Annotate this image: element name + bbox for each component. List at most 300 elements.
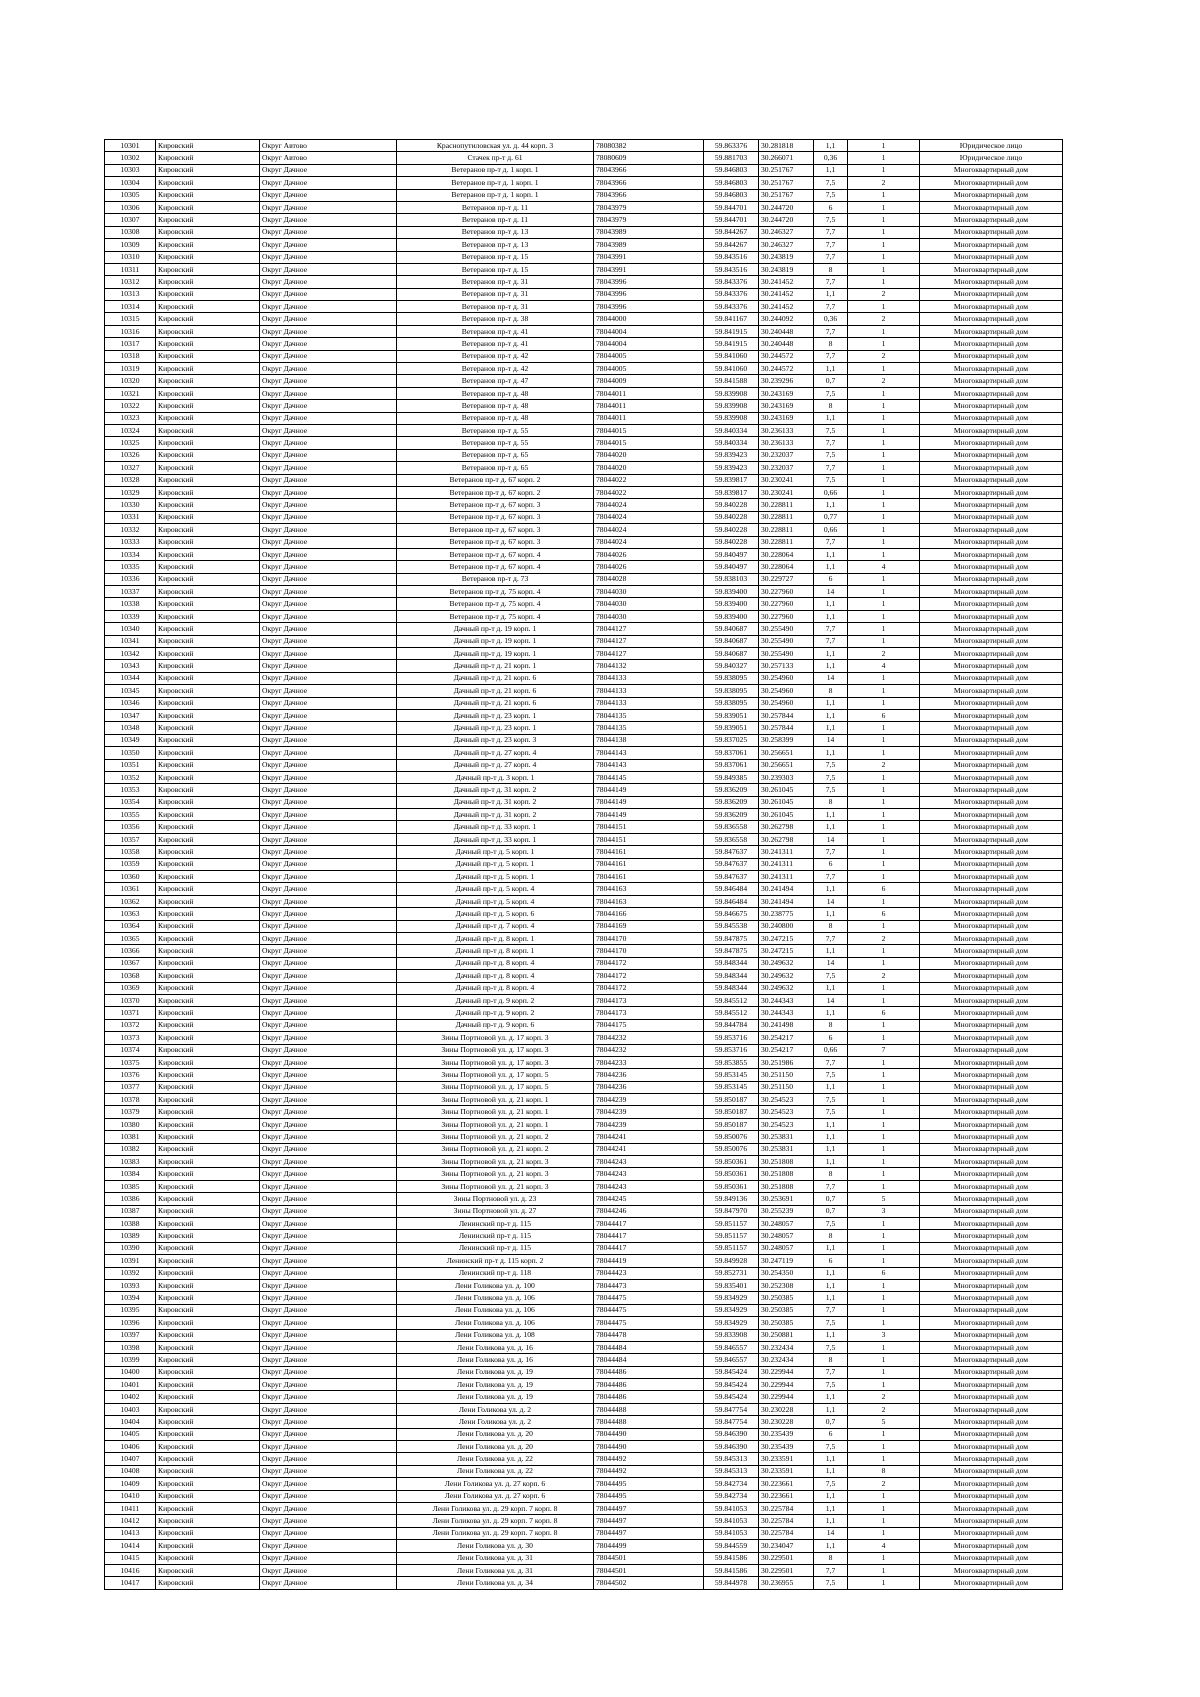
cell-latitude: 59.853145 xyxy=(704,1069,759,1081)
cell-longitude: 30.258399 xyxy=(759,734,814,746)
cell-row-id: 10393 xyxy=(105,1279,156,1291)
cell-latitude: 59.837061 xyxy=(704,759,759,771)
cell-building-code: 78044161 xyxy=(594,858,704,870)
cell-address: Лени Голикова ул. д. 16 xyxy=(397,1354,594,1366)
cell-count: 1 xyxy=(848,771,920,783)
table-row xyxy=(105,1379,1063,1391)
cell-municipal-okrug: Округ Дачное xyxy=(260,883,397,895)
cell-district: Кировский xyxy=(156,1131,260,1143)
table-row xyxy=(105,1279,1063,1291)
cell-district: Кировский xyxy=(156,1540,260,1552)
cell-object-type: Многоквартирный дом xyxy=(920,1317,1063,1329)
cell-latitude: 59.840228 xyxy=(704,524,759,536)
table-row xyxy=(105,536,1063,548)
cell-municipal-okrug: Округ Дачное xyxy=(260,511,397,523)
cell-count: 1 xyxy=(848,895,920,907)
cell-value: 1,1 xyxy=(814,1515,848,1527)
table-row xyxy=(105,387,1063,399)
cell-row-id: 10379 xyxy=(105,1106,156,1118)
cell-address: Зины Портновой ул. д. 17 корп. 5 xyxy=(397,1081,594,1093)
cell-latitude: 59.839400 xyxy=(704,586,759,598)
cell-count: 1 xyxy=(848,201,920,213)
cell-municipal-okrug: Округ Дачное xyxy=(260,945,397,957)
cell-latitude: 59.844559 xyxy=(704,1540,759,1552)
cell-municipal-okrug: Округ Дачное xyxy=(260,474,397,486)
cell-value: 7,5 xyxy=(814,474,848,486)
cell-row-id: 10341 xyxy=(105,635,156,647)
cell-object-type: Многоквартирный дом xyxy=(920,1441,1063,1453)
cell-municipal-okrug: Округ Дачное xyxy=(260,226,397,238)
cell-longitude: 30.232037 xyxy=(759,462,814,474)
cell-municipal-okrug: Округ Дачное xyxy=(260,734,397,746)
cell-district: Кировский xyxy=(156,363,260,375)
table-row xyxy=(105,784,1063,796)
cell-latitude: 59.838095 xyxy=(704,697,759,709)
cell-district: Кировский xyxy=(156,1156,260,1168)
cell-value: 1,1 xyxy=(814,610,848,622)
cell-building-code: 78044169 xyxy=(594,920,704,932)
cell-value: 7,7 xyxy=(814,251,848,263)
cell-value: 7,5 xyxy=(814,177,848,189)
cell-row-id: 10311 xyxy=(105,263,156,275)
cell-address: Ленинский пр-т д. 115 xyxy=(397,1217,594,1229)
cell-row-id: 10349 xyxy=(105,734,156,746)
cell-value: 1,1 xyxy=(814,660,848,672)
table-row xyxy=(105,685,1063,697)
cell-building-code: 78044024 xyxy=(594,499,704,511)
cell-municipal-okrug: Округ Дачное xyxy=(260,1490,397,1502)
cell-address: Ветеранов пр-т д. 55 xyxy=(397,424,594,436)
cell-district: Кировский xyxy=(156,672,260,684)
cell-address: Зины Портновой ул. д. 17 корп. 3 xyxy=(397,1056,594,1068)
cell-latitude: 59.840334 xyxy=(704,437,759,449)
cell-address: Дачный пр-т д. 33 корп. 1 xyxy=(397,833,594,845)
table-row xyxy=(105,821,1063,833)
cell-longitude: 30.228811 xyxy=(759,524,814,536)
table-row xyxy=(105,1242,1063,1254)
cell-address: Ветеранов пр-т д. 42 xyxy=(397,363,594,375)
cell-municipal-okrug: Округ Дачное xyxy=(260,796,397,808)
cell-address: Лени Голикова ул. д. 31 xyxy=(397,1564,594,1576)
cell-longitude: 30.228064 xyxy=(759,548,814,560)
cell-object-type: Многоквартирный дом xyxy=(920,177,1063,189)
cell-address: Зины Портновой ул. д. 21 корп. 3 xyxy=(397,1180,594,1192)
table-row xyxy=(105,648,1063,660)
cell-count: 1 xyxy=(848,511,920,523)
cell-object-type: Многоквартирный дом xyxy=(920,1366,1063,1378)
cell-municipal-okrug: Округ Автово xyxy=(260,140,397,152)
cell-latitude: 59.844784 xyxy=(704,1019,759,1031)
cell-value: 7,7 xyxy=(814,301,848,313)
cell-latitude: 59.843516 xyxy=(704,263,759,275)
cell-object-type: Многоквартирный дом xyxy=(920,1403,1063,1415)
cell-longitude: 30.254960 xyxy=(759,685,814,697)
cell-municipal-okrug: Округ Дачное xyxy=(260,1156,397,1168)
cell-count: 1 xyxy=(848,363,920,375)
cell-municipal-okrug: Округ Дачное xyxy=(260,1094,397,1106)
cell-object-type: Многоквартирный дом xyxy=(920,1019,1063,1031)
cell-row-id: 10343 xyxy=(105,660,156,672)
cell-address: Зины Портновой ул. д. 21 корп. 3 xyxy=(397,1168,594,1180)
cell-object-type: Многоквартирный дом xyxy=(920,301,1063,313)
table-row xyxy=(105,1156,1063,1168)
table-row xyxy=(105,524,1063,536)
cell-longitude: 30.243819 xyxy=(759,263,814,275)
cell-value: 1,1 xyxy=(814,1403,848,1415)
cell-longitude: 30.254523 xyxy=(759,1106,814,1118)
cell-row-id: 10406 xyxy=(105,1441,156,1453)
cell-longitude: 30.251986 xyxy=(759,1056,814,1068)
cell-latitude: 59.838095 xyxy=(704,685,759,697)
cell-municipal-okrug: Округ Дачное xyxy=(260,1416,397,1428)
cell-value: 8 xyxy=(814,796,848,808)
table-row xyxy=(105,548,1063,560)
cell-value: 7,7 xyxy=(814,635,848,647)
cell-municipal-okrug: Округ Дачное xyxy=(260,648,397,660)
cell-row-id: 10338 xyxy=(105,598,156,610)
cell-district: Кировский xyxy=(156,201,260,213)
cell-count: 5 xyxy=(848,1193,920,1205)
cell-count: 1 xyxy=(848,747,920,759)
cell-district: Кировский xyxy=(156,263,260,275)
cell-address: Дачный пр-т д. 3 корп. 1 xyxy=(397,771,594,783)
cell-count: 2 xyxy=(848,350,920,362)
cell-row-id: 10329 xyxy=(105,486,156,498)
cell-building-code: 78044127 xyxy=(594,648,704,660)
table-row xyxy=(105,573,1063,585)
table-row xyxy=(105,1453,1063,1465)
table-row xyxy=(105,846,1063,858)
cell-count: 1 xyxy=(848,1279,920,1291)
cell-object-type: Многоквартирный дом xyxy=(920,1205,1063,1217)
cell-count: 1 xyxy=(848,635,920,647)
cell-municipal-okrug: Округ Дачное xyxy=(260,1267,397,1279)
cell-value: 7,7 xyxy=(814,1304,848,1316)
cell-latitude: 59.846803 xyxy=(704,189,759,201)
cell-count: 1 xyxy=(848,858,920,870)
cell-value: 1,1 xyxy=(814,722,848,734)
cell-longitude: 30.229501 xyxy=(759,1552,814,1564)
cell-district: Кировский xyxy=(156,734,260,746)
cell-object-type: Многоквартирный дом xyxy=(920,1515,1063,1527)
cell-building-code: 78043991 xyxy=(594,251,704,263)
cell-row-id: 10356 xyxy=(105,821,156,833)
table-body xyxy=(105,140,1063,1590)
cell-value: 0,66 xyxy=(814,1044,848,1056)
cell-row-id: 10400 xyxy=(105,1366,156,1378)
cell-value: 7,5 xyxy=(814,214,848,226)
cell-building-code: 78044161 xyxy=(594,846,704,858)
cell-longitude: 30.241494 xyxy=(759,895,814,907)
cell-latitude: 59.839400 xyxy=(704,610,759,622)
cell-value: 6 xyxy=(814,1255,848,1267)
cell-district: Кировский xyxy=(156,1490,260,1502)
cell-latitude: 59.847754 xyxy=(704,1416,759,1428)
cell-value: 0,66 xyxy=(814,524,848,536)
cell-municipal-okrug: Округ Дачное xyxy=(260,313,397,325)
cell-building-code: 78044009 xyxy=(594,375,704,387)
cell-address: Ленинский пр-т д. 118 xyxy=(397,1267,594,1279)
cell-longitude: 30.225784 xyxy=(759,1527,814,1539)
cell-longitude: 30.244720 xyxy=(759,201,814,213)
cell-latitude: 59.834929 xyxy=(704,1304,759,1316)
cell-address: Лени Голикова ул. д. 34 xyxy=(397,1577,594,1589)
cell-row-id: 10376 xyxy=(105,1069,156,1081)
cell-latitude: 59.853145 xyxy=(704,1081,759,1093)
cell-value: 0,77 xyxy=(814,511,848,523)
cell-municipal-okrug: Округ Дачное xyxy=(260,1329,397,1341)
cell-latitude: 59.840687 xyxy=(704,623,759,635)
cell-building-code: 78044232 xyxy=(594,1032,704,1044)
cell-row-id: 10306 xyxy=(105,201,156,213)
cell-count: 1 xyxy=(848,1118,920,1130)
cell-municipal-okrug: Округ Дачное xyxy=(260,722,397,734)
cell-address: Лени Голикова ул. д. 27 корп. 6 xyxy=(397,1490,594,1502)
cell-latitude: 59.838103 xyxy=(704,573,759,585)
cell-row-id: 10366 xyxy=(105,945,156,957)
cell-building-code: 78044492 xyxy=(594,1453,704,1465)
cell-latitude: 59.845512 xyxy=(704,1007,759,1019)
table-row xyxy=(105,499,1063,511)
cell-municipal-okrug: Округ Дачное xyxy=(260,350,397,362)
cell-municipal-okrug: Округ Дачное xyxy=(260,325,397,337)
cell-value: 7,7 xyxy=(814,276,848,288)
cell-address: Ветеранов пр-т д. 67 корп. 3 xyxy=(397,536,594,548)
cell-object-type: Многоквартирный дом xyxy=(920,846,1063,858)
cell-value: 1,1 xyxy=(814,747,848,759)
cell-latitude: 59.843516 xyxy=(704,251,759,263)
cell-address: Зины Портновой ул. д. 21 корп. 1 xyxy=(397,1118,594,1130)
cell-address: Дачный пр-т д. 5 корп. 4 xyxy=(397,895,594,907)
cell-latitude: 59.842734 xyxy=(704,1490,759,1502)
cell-municipal-okrug: Округ Дачное xyxy=(260,536,397,548)
cell-building-code: 78044417 xyxy=(594,1242,704,1254)
cell-address: Зины Портновой ул. д. 21 корп. 1 xyxy=(397,1094,594,1106)
cell-district: Кировский xyxy=(156,1341,260,1353)
cell-latitude: 59.853716 xyxy=(704,1032,759,1044)
cell-value: 14 xyxy=(814,1527,848,1539)
cell-latitude: 59.847754 xyxy=(704,1403,759,1415)
cell-value: 8 xyxy=(814,685,848,697)
table-row xyxy=(105,486,1063,498)
table-row xyxy=(105,1317,1063,1329)
cell-address: Ветеранов пр-т д. 67 корп. 2 xyxy=(397,474,594,486)
cell-district: Кировский xyxy=(156,895,260,907)
cell-building-code: 78044143 xyxy=(594,747,704,759)
cell-municipal-okrug: Округ Дачное xyxy=(260,400,397,412)
cell-district: Кировский xyxy=(156,511,260,523)
table-row xyxy=(105,1205,1063,1217)
cell-object-type: Многоквартирный дом xyxy=(920,747,1063,759)
cell-value: 14 xyxy=(814,895,848,907)
cell-address: Дачный пр-т д. 23 корп. 1 xyxy=(397,709,594,721)
table-row xyxy=(105,152,1063,164)
cell-address: Дачный пр-т д. 9 корп. 6 xyxy=(397,1019,594,1031)
cell-value: 7,7 xyxy=(814,1564,848,1576)
cell-row-id: 10340 xyxy=(105,623,156,635)
table-row xyxy=(105,1502,1063,1514)
cell-count: 1 xyxy=(848,325,920,337)
table-row xyxy=(105,660,1063,672)
cell-building-code: 78044484 xyxy=(594,1354,704,1366)
cell-district: Кировский xyxy=(156,276,260,288)
cell-longitude: 30.232037 xyxy=(759,449,814,461)
cell-longitude: 30.254960 xyxy=(759,672,814,684)
cell-district: Кировский xyxy=(156,424,260,436)
cell-building-code: 78043989 xyxy=(594,239,704,251)
cell-longitude: 30.250385 xyxy=(759,1304,814,1316)
cell-building-code: 78044011 xyxy=(594,387,704,399)
table-row xyxy=(105,1465,1063,1477)
cell-municipal-okrug: Округ Дачное xyxy=(260,994,397,1006)
cell-latitude: 59.845424 xyxy=(704,1391,759,1403)
cell-district: Кировский xyxy=(156,821,260,833)
cell-count: 1 xyxy=(848,871,920,883)
cell-object-type: Многоквартирный дом xyxy=(920,1391,1063,1403)
cell-object-type: Многоквартирный дом xyxy=(920,1217,1063,1229)
cell-object-type: Многоквартирный дом xyxy=(920,1304,1063,1316)
table-row xyxy=(105,1527,1063,1539)
cell-row-id: 10337 xyxy=(105,586,156,598)
cell-count: 1 xyxy=(848,338,920,350)
cell-district: Кировский xyxy=(156,994,260,1006)
cell-longitude: 30.236133 xyxy=(759,424,814,436)
cell-value: 14 xyxy=(814,833,848,845)
cell-municipal-okrug: Округ Дачное xyxy=(260,759,397,771)
cell-value: 7,5 xyxy=(814,784,848,796)
cell-building-code: 78044138 xyxy=(594,734,704,746)
cell-latitude: 59.836558 xyxy=(704,833,759,845)
cell-address: Лени Голикова ул. д. 29 корп. 7 корп. 8 xyxy=(397,1502,594,1514)
cell-row-id: 10316 xyxy=(105,325,156,337)
cell-longitude: 30.230228 xyxy=(759,1416,814,1428)
cell-value: 1,1 xyxy=(814,288,848,300)
cell-count: 1 xyxy=(848,1552,920,1564)
cell-address: Ветеранов пр-т д. 15 xyxy=(397,251,594,263)
cell-building-code: 78044173 xyxy=(594,1007,704,1019)
cell-latitude: 59.841588 xyxy=(704,375,759,387)
cell-district: Кировский xyxy=(156,1056,260,1068)
cell-object-type: Многоквартирный дом xyxy=(920,1577,1063,1589)
table-row xyxy=(105,871,1063,883)
cell-value: 1,1 xyxy=(814,1156,848,1168)
cell-municipal-okrug: Округ Дачное xyxy=(260,895,397,907)
cell-object-type: Многоквартирный дом xyxy=(920,524,1063,536)
cell-address: Дачный пр-т д. 27 корп. 4 xyxy=(397,759,594,771)
cell-building-code: 78044011 xyxy=(594,400,704,412)
cell-building-code: 78044417 xyxy=(594,1230,704,1242)
table-row xyxy=(105,177,1063,189)
cell-latitude: 59.841915 xyxy=(704,325,759,337)
table-row xyxy=(105,1354,1063,1366)
cell-building-code: 78044132 xyxy=(594,660,704,672)
cell-building-code: 78044233 xyxy=(594,1056,704,1068)
cell-district: Кировский xyxy=(156,871,260,883)
cell-municipal-okrug: Округ Дачное xyxy=(260,548,397,560)
cell-district: Кировский xyxy=(156,1317,260,1329)
cell-latitude: 59.844267 xyxy=(704,239,759,251)
cell-row-id: 10389 xyxy=(105,1230,156,1242)
table-row xyxy=(105,400,1063,412)
cell-longitude: 30.225784 xyxy=(759,1502,814,1514)
cell-address: Ветеранов пр-т д. 1 корп. 1 xyxy=(397,164,594,176)
cell-address: Зины Портновой ул. д. 21 корп. 3 xyxy=(397,1156,594,1168)
cell-count: 6 xyxy=(848,908,920,920)
cell-municipal-okrug: Округ Дачное xyxy=(260,1341,397,1353)
cell-municipal-okrug: Округ Дачное xyxy=(260,1577,397,1589)
cell-longitude: 30.241452 xyxy=(759,276,814,288)
cell-district: Кировский xyxy=(156,1180,260,1192)
cell-building-code: 78044163 xyxy=(594,895,704,907)
cell-district: Кировский xyxy=(156,1552,260,1564)
cell-address: Ветеранов пр-т д. 31 xyxy=(397,301,594,313)
cell-building-code: 78043979 xyxy=(594,201,704,213)
cell-object-type: Многоквартирный дом xyxy=(920,895,1063,907)
cell-municipal-okrug: Округ Дачное xyxy=(260,276,397,288)
cell-count: 3 xyxy=(848,1329,920,1341)
table-row xyxy=(105,325,1063,337)
cell-value: 14 xyxy=(814,734,848,746)
table-row xyxy=(105,970,1063,982)
cell-object-type: Многоквартирный дом xyxy=(920,363,1063,375)
cell-object-type: Многоквартирный дом xyxy=(920,164,1063,176)
cell-address: Ленинский пр-т д. 115 корп. 2 xyxy=(397,1255,594,1267)
cell-municipal-okrug: Округ Дачное xyxy=(260,1465,397,1477)
cell-longitude: 30.241494 xyxy=(759,883,814,895)
cell-count: 1 xyxy=(848,833,920,845)
cell-building-code: 78044172 xyxy=(594,957,704,969)
cell-district: Кировский xyxy=(156,1205,260,1217)
table-row xyxy=(105,1366,1063,1378)
cell-longitude: 30.240800 xyxy=(759,920,814,932)
cell-longitude: 30.249632 xyxy=(759,970,814,982)
cell-object-type: Многоквартирный дом xyxy=(920,1453,1063,1465)
cell-latitude: 59.839817 xyxy=(704,486,759,498)
cell-value: 7,7 xyxy=(814,1056,848,1068)
cell-value: 7,7 xyxy=(814,536,848,548)
cell-longitude: 30.261045 xyxy=(759,796,814,808)
cell-district: Кировский xyxy=(156,1329,260,1341)
cell-district: Кировский xyxy=(156,685,260,697)
cell-building-code: 78044497 xyxy=(594,1527,704,1539)
cell-latitude: 59.836209 xyxy=(704,784,759,796)
cell-row-id: 10407 xyxy=(105,1453,156,1465)
cell-address: Ветеранов пр-т д. 41 xyxy=(397,325,594,337)
cell-latitude: 59.839908 xyxy=(704,387,759,399)
cell-count: 1 xyxy=(848,1304,920,1316)
cell-building-code: 78044241 xyxy=(594,1131,704,1143)
cell-longitude: 30.233591 xyxy=(759,1465,814,1477)
cell-district: Кировский xyxy=(156,1354,260,1366)
cell-address: Зины Портновой ул. д. 21 корп. 2 xyxy=(397,1131,594,1143)
cell-address: Дачный пр-т д. 7 корп. 4 xyxy=(397,920,594,932)
cell-row-id: 10324 xyxy=(105,424,156,436)
cell-object-type: Многоквартирный дом xyxy=(920,635,1063,647)
cell-row-id: 10412 xyxy=(105,1515,156,1527)
cell-row-id: 10378 xyxy=(105,1094,156,1106)
table-row xyxy=(105,263,1063,275)
cell-object-type: Многоквартирный дом xyxy=(920,573,1063,585)
cell-object-type: Многоквартирный дом xyxy=(920,771,1063,783)
cell-district: Кировский xyxy=(156,524,260,536)
table-row xyxy=(105,350,1063,362)
table-row xyxy=(105,1106,1063,1118)
cell-address: Ветеранов пр-т д. 38 xyxy=(397,313,594,325)
cell-building-code: 78044004 xyxy=(594,325,704,337)
cell-object-type: Многоквартирный дом xyxy=(920,933,1063,945)
cell-count: 1 xyxy=(848,400,920,412)
cell-latitude: 59.846803 xyxy=(704,177,759,189)
